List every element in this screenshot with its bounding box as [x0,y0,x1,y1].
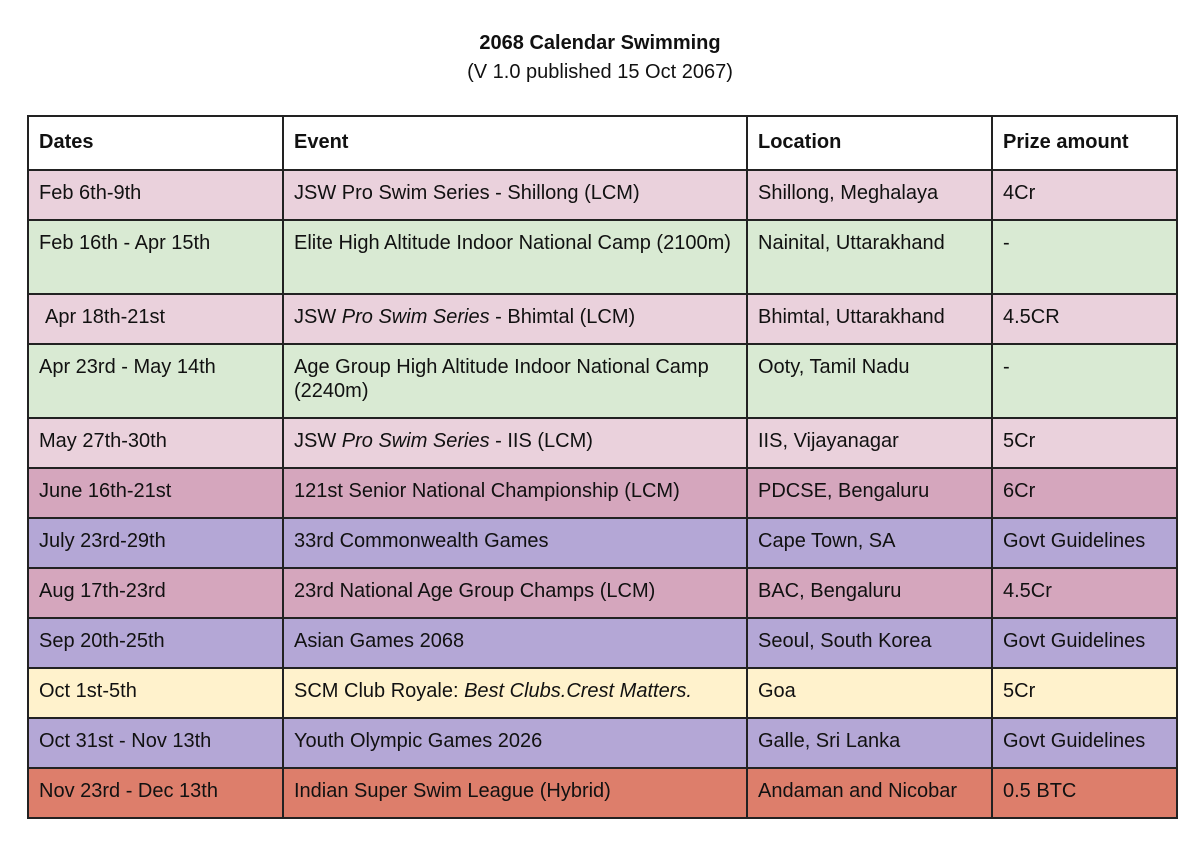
cell-prize: Govt Guidelines [992,518,1177,568]
column-header-prize: Prize amount [992,116,1177,170]
cell-prize: 0.5 BTC [992,768,1177,818]
cell-dates: Oct 31st - Nov 13th [28,718,283,768]
table-row [28,170,1177,220]
cell-event [283,294,747,344]
cell-prize: 4.5Cr [992,568,1177,618]
table-row [28,294,1177,344]
event-text: JSW [294,306,342,328]
cell-prize: 6Cr [992,468,1177,518]
cell-location: Nainital, Uttarakhand [747,220,992,294]
cell-location: Cape Town, SA [747,518,992,568]
cell-dates: Nov 23rd - Dec 13th [28,768,283,818]
cell-prize: 5Cr [992,418,1177,468]
cell-location: Galle, Sri Lanka [747,718,992,768]
calendar-table [27,115,1178,819]
table-row [28,718,1177,768]
cell-dates: Apr 18th-21st [28,294,283,344]
table-row [28,468,1177,518]
cell-location: IIS, Vijayanagar [747,418,992,468]
table-header-row [28,116,1177,170]
cell-location: Andaman and Nicobar [747,768,992,818]
cell-prize: 5Cr [992,668,1177,718]
cell-location: Bhimtal, Uttarakhand [747,294,992,344]
cell-dates: June 16th-21st [28,468,283,518]
cell-prize: 4Cr [992,170,1177,220]
cell-location: Seoul, South Korea [747,618,992,668]
cell-dates: Sep 20th-25th [28,618,283,668]
cell-dates: July 23rd-29th [28,518,283,568]
cell-prize: 4.5CR [992,294,1177,344]
table-row [28,668,1177,718]
column-header-event: Event [283,116,747,170]
cell-dates: Aug 17th-23rd [28,568,283,618]
table-row [28,418,1177,468]
cell-dates: Oct 1st-5th [28,668,283,718]
cell-prize: Govt Guidelines [992,618,1177,668]
cell-location: Goa [747,668,992,718]
cell-event: 121st Senior National Championship (LCM) [283,468,747,518]
column-header-dates: Dates [28,116,283,170]
cell-dates: Feb 16th - Apr 15th [28,220,283,294]
cell-event [283,418,747,468]
cell-event [283,668,747,718]
table-row [28,768,1177,818]
table-row [28,568,1177,618]
cell-dates: Apr 23rd - May 14th [28,344,283,418]
event-text: - Bhimtal (LCM) [489,306,636,328]
cell-event: Elite High Altitude Indoor National Camp (2100m) [283,220,747,294]
event-text: - IIS (LCM) [489,430,593,452]
cell-prize: Govt Guidelines [992,718,1177,768]
cell-location: Shillong, Meghalaya [747,170,992,220]
table-row [28,344,1177,418]
cell-event: Youth Olympic Games 2026 [283,718,747,768]
cell-location: PDCSE, Bengaluru [747,468,992,518]
column-header-location: Location [747,116,992,170]
cell-event: 23rd National Age Group Champs (LCM) [283,568,747,618]
table-row [28,220,1177,294]
version-subtitle: (V 1.0 published 15 Oct 2067) [467,61,733,83]
cell-prize: - [992,344,1177,418]
cell-event: 33rd Commonwealth Games [283,518,747,568]
cell-event: JSW Pro Swim Series - Shillong (LCM) [283,170,747,220]
cell-dates: Feb 6th-9th [28,170,283,220]
table-row [28,618,1177,668]
event-text-italic: Best Clubs.Crest Matters. [464,680,692,702]
event-text-italic: Pro Swim Series [341,306,490,328]
cell-prize: - [992,220,1177,294]
cell-location: BAC, Bengaluru [747,568,992,618]
cell-event: Asian Games 2068 [283,618,747,668]
page-title: 2068 Calendar Swimming [479,32,721,54]
event-text: SCM Club Royale: [294,680,465,702]
cell-event: Age Group High Altitude Indoor National Camp (2240m) [283,344,747,418]
table-row [28,518,1177,568]
event-text-italic: Pro Swim Series [341,430,490,452]
cell-dates: May 27th-30th [28,418,283,468]
event-text: JSW [294,430,342,452]
cell-event: Indian Super Swim League (Hybrid) [283,768,747,818]
cell-location: Ooty, Tamil Nadu [747,344,992,418]
